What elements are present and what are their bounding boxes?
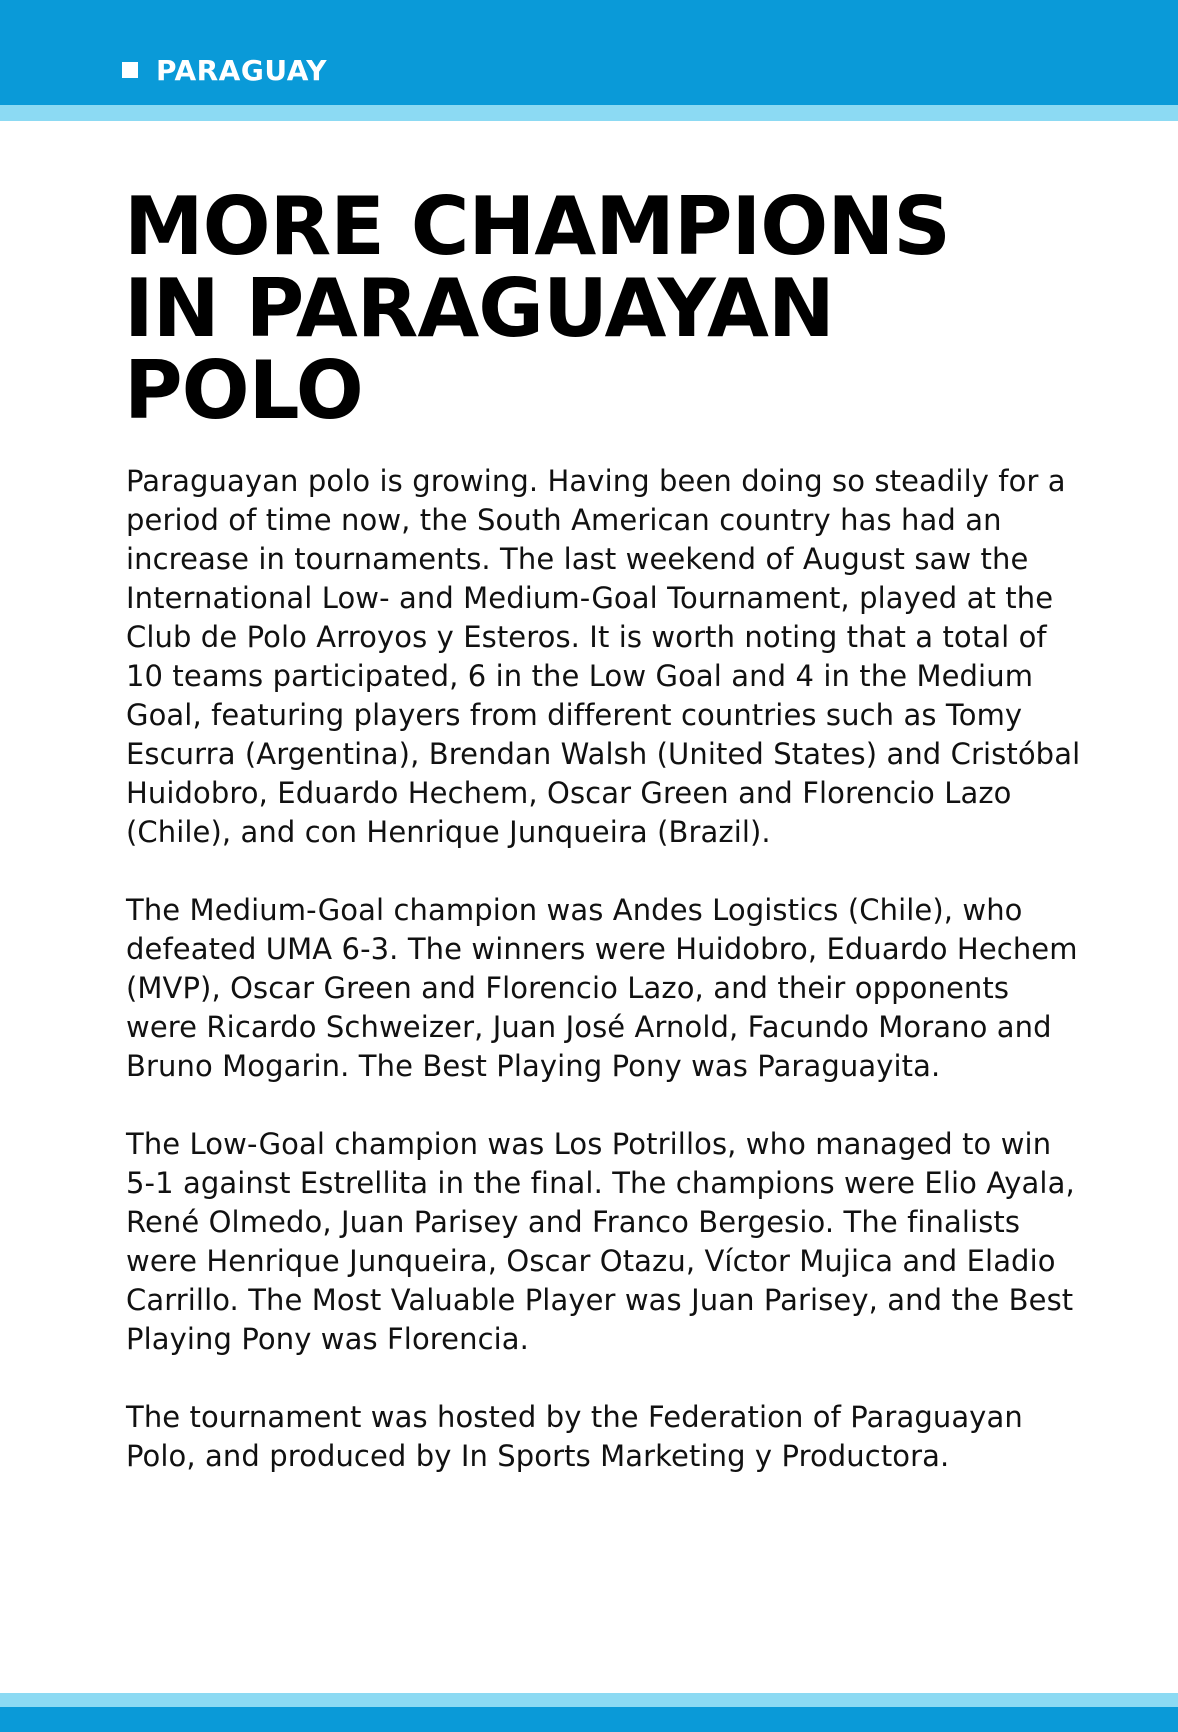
title-line: POLO xyxy=(124,344,363,437)
article-body xyxy=(126,462,1086,1515)
footer-band xyxy=(0,1707,1178,1732)
section-label-text: PARAGUAY xyxy=(156,53,327,87)
page-title xyxy=(124,180,1124,437)
section-label xyxy=(122,50,327,90)
paragraph: Paraguayan polo is growing. Having been doing so steadily for a period of time now, the South American country has had an increase in tournaments. The last weekend of August saw the International Low- and Medium-Goal Tournament, played at the Club de Polo Arroyos y Esteros. It is worth noting that a total of 10 teams participated, 6 in the Low Goal and 4 in the Medium Goal, featuring players from different countries such as Tomy Escurra (Argentina), Brendan Walsh (United States) and Cristóbal Huidobro, Eduardo Hechem, Oscar Green and Florencio Lazo (Chile), and con Henrique Junqueira (Brazil). xyxy=(126,464,1081,849)
paragraph: The Low-Goal champion was Los Potrillos, who managed to win 5-1 against Estrellita in the final. The champions were Elio Ayala, René Olmedo, Juan Parisey and Franco Bergesio. The finalists were Henrique Junqueira, Oscar Otazu, Víctor Mujica and Eladio Carrillo. The Most Valuable Player was Juan Parisey, and the Best Playing Pony was Florencia. xyxy=(126,1127,1075,1356)
footer-stripe xyxy=(0,1693,1178,1707)
paragraph: The tournament was hosted by the Federation of Paraguayan Polo, and produced by In Sports Marketing y Productora. xyxy=(126,1400,1023,1473)
header-stripe xyxy=(0,105,1178,121)
paragraph: The Medium-Goal champion was Andes Logistics (Chile), who defeated UMA 6-3. The winners were Huidobro, Eduardo Hechem (MVP), Oscar Green and Florencio Lazo, and their opponents were Ricardo Schweizer, Juan José Arnold, Facundo Morano and Bruno Mogarin. The Best Playing Pony was Paraguayita. xyxy=(126,893,1078,1083)
square-icon xyxy=(122,62,138,78)
title-line: IN PARAGUAYAN xyxy=(124,262,834,355)
title-line: MORE CHAMPIONS xyxy=(124,180,950,273)
